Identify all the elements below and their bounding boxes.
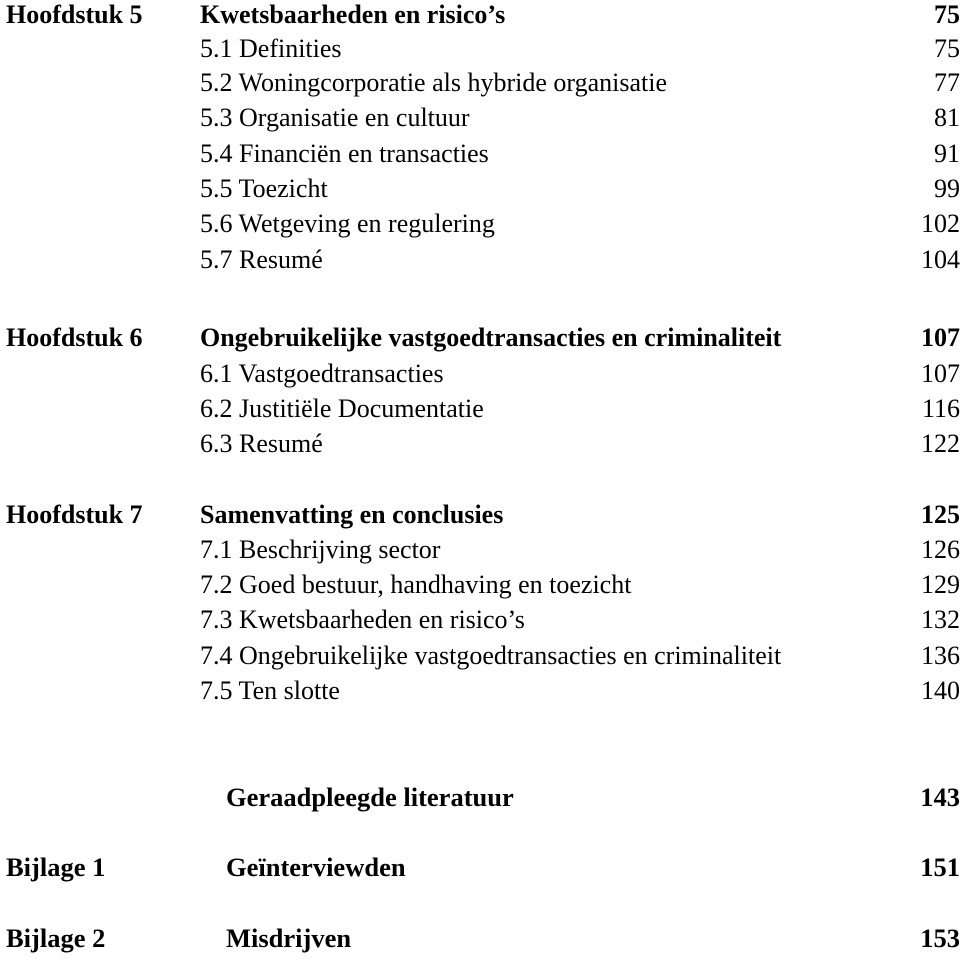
section-title: 5.5 Toezicht [200,174,328,203]
section-title: 5.7 Resumé [200,245,323,274]
toc-section-row [0,66,960,100]
page-number: 75 [934,34,960,63]
toc-section-row [0,207,960,241]
toc-section-row [0,533,960,567]
page-number: 77 [934,68,960,97]
section-title: 5.3 Organisatie en cultuur [200,103,470,132]
appendix-title: Geraadpleegde literatuur [226,782,514,812]
appendix-label: Bijlage 1 [6,852,106,882]
toc-section-row [0,243,960,277]
toc-chapter-6-heading [0,321,960,355]
section-title: 7.3 Kwetsbaarheden en risico’s [200,605,525,634]
toc-appendix-2-row [0,921,960,955]
section-title: 6.1 Vastgoedtransacties [200,359,444,388]
toc-section-row [0,568,960,602]
section-title: 6.2 Justitiële Documentatie [200,394,484,423]
section-title: 5.6 Wetgeving en regulering [200,209,495,238]
section-title: 7.1 Beschrijving sector [200,535,441,564]
toc-section-row [0,172,960,206]
page-number: 126 [921,535,960,564]
section-title: 7.2 Goed bestuur, handhaving en toezicht [200,570,632,599]
toc-section-row [0,639,960,673]
toc-section-row [0,101,960,135]
toc-section-row [0,674,960,708]
page-number: 75 [934,0,960,29]
toc-section-row [0,32,960,66]
section-title: 7.4 Ongebruikelijke vastgoedtransacties en criminaliteit [200,641,782,670]
chapter-label: Hoofdstuk 5 [6,0,143,29]
toc-section-row [0,137,960,171]
page-number: 129 [921,570,960,599]
page-number: 104 [921,245,960,274]
chapter-title: Kwetsbaarheden en risico’s [200,0,506,29]
page-number: 143 [920,782,960,812]
page-number: 153 [920,923,960,953]
toc-section-row [0,603,960,637]
chapter-title: Ongebruikelijke vastgoedtransacties en criminaliteit [200,323,782,352]
chapter-label: Hoofdstuk 6 [6,323,143,352]
page-number: 107 [921,323,960,352]
page-number: 151 [920,852,960,882]
section-title: 6.3 Resumé [200,429,323,458]
section-title: 7.5 Ten slotte [200,676,340,705]
section-title: 5.4 Financiën en transacties [200,139,489,168]
page-number: 125 [921,500,960,529]
section-title: 5.1 Definities [200,34,342,63]
page-number: 107 [921,359,960,388]
page-number: 116 [921,394,960,423]
appendix-title: Geïnterviewden [226,852,406,882]
page-number: 102 [921,209,960,238]
page-number: 91 [934,139,960,168]
page-number: 136 [921,641,960,670]
appendix-title: Misdrijven [226,923,352,953]
chapter-label: Hoofdstuk 7 [6,500,143,529]
toc-appendix-1-row [0,850,960,884]
appendix-label: Bijlage 2 [6,923,106,953]
chapter-title: Samenvatting en conclusies [200,500,504,529]
toc-section-row [0,357,960,391]
page-number: 132 [921,605,960,634]
page-number: 81 [934,103,960,132]
page-number: 99 [934,174,960,203]
toc-chapter-7-heading [0,498,960,532]
section-title: 5.2 Woningcorporatie als hybride organisatie [200,68,667,97]
page-number: 140 [921,676,960,705]
page-number: 122 [921,429,960,458]
toc-section-row [0,427,960,461]
toc-chapter-5-heading [0,0,960,32]
toc-section-row [0,392,960,426]
toc-literature-row [0,780,960,814]
